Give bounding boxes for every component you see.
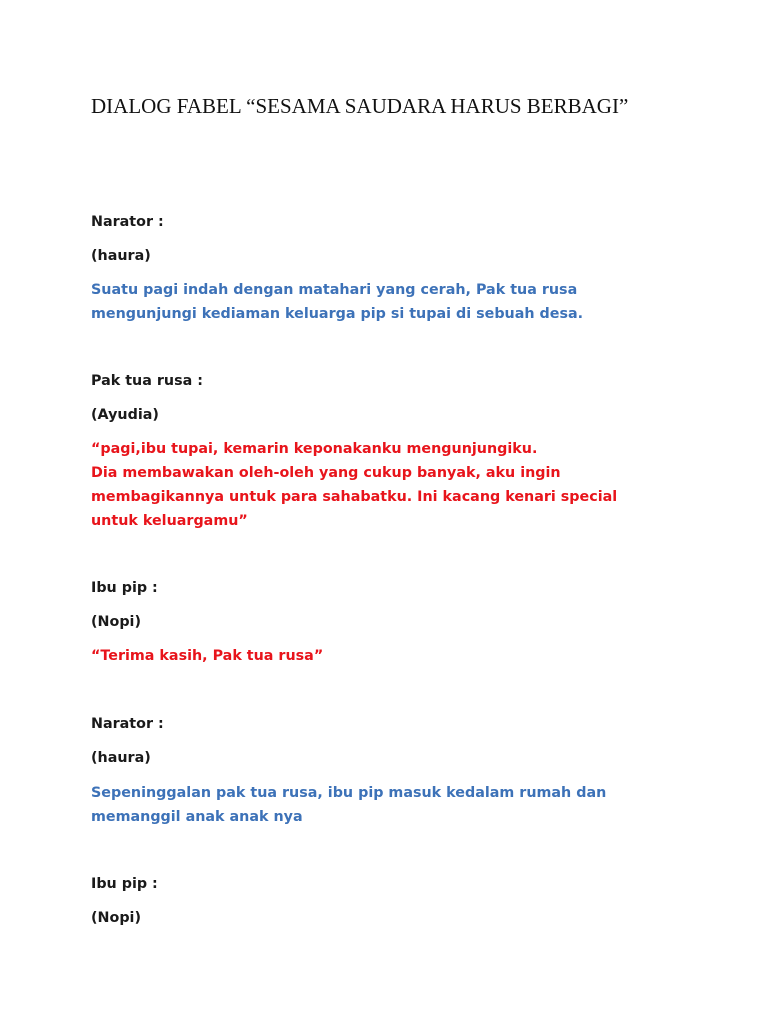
actor-name: (haura) bbox=[91, 750, 151, 766]
dialogue-text bbox=[91, 437, 617, 533]
text-line: membagikannya untuk para sahabatku. Ini kacang kenari special bbox=[91, 489, 618, 505]
text-line: “Terima kasih, Pak tua rusa” bbox=[91, 648, 324, 664]
speaker-label: Ibu pip : bbox=[91, 876, 158, 892]
text-line: Suatu pagi indah dengan matahari yang cerah, Pak tua rusa bbox=[91, 282, 578, 298]
speaker-label: Narator : bbox=[91, 214, 164, 230]
actor-name: (Nopi) bbox=[91, 910, 141, 926]
text-line: Dia membawakan oleh-oleh yang cukup banyak, aku ingin bbox=[91, 465, 561, 481]
actor-name: (haura) bbox=[91, 248, 151, 264]
text-line: Sepeninggalan pak tua rusa, ibu pip masuk kedalam rumah dan bbox=[91, 785, 607, 801]
text-line: memanggil anak anak nya bbox=[91, 809, 303, 825]
actor-name: (Nopi) bbox=[91, 614, 141, 630]
speaker-label: Narator : bbox=[91, 716, 164, 732]
text-line: mengunjungi kediaman keluarga pip si tupai di sebuah desa. bbox=[91, 306, 584, 322]
speaker-label: Pak tua rusa : bbox=[91, 373, 203, 389]
actor-name: (Ayudia) bbox=[91, 407, 159, 423]
document-title: DIALOG FABEL “SESAMA SAUDARA HARUS BERBAGI” bbox=[91, 94, 629, 118]
speaker-label: Ibu pip : bbox=[91, 580, 158, 596]
narration-text bbox=[91, 781, 606, 829]
text-line: “pagi,ibu tupai, kemarin keponakanku mengunjungiku. bbox=[91, 441, 538, 457]
text-line: untuk keluargamu” bbox=[91, 513, 248, 529]
dialogue-text bbox=[91, 644, 323, 668]
narration-text bbox=[91, 278, 583, 326]
